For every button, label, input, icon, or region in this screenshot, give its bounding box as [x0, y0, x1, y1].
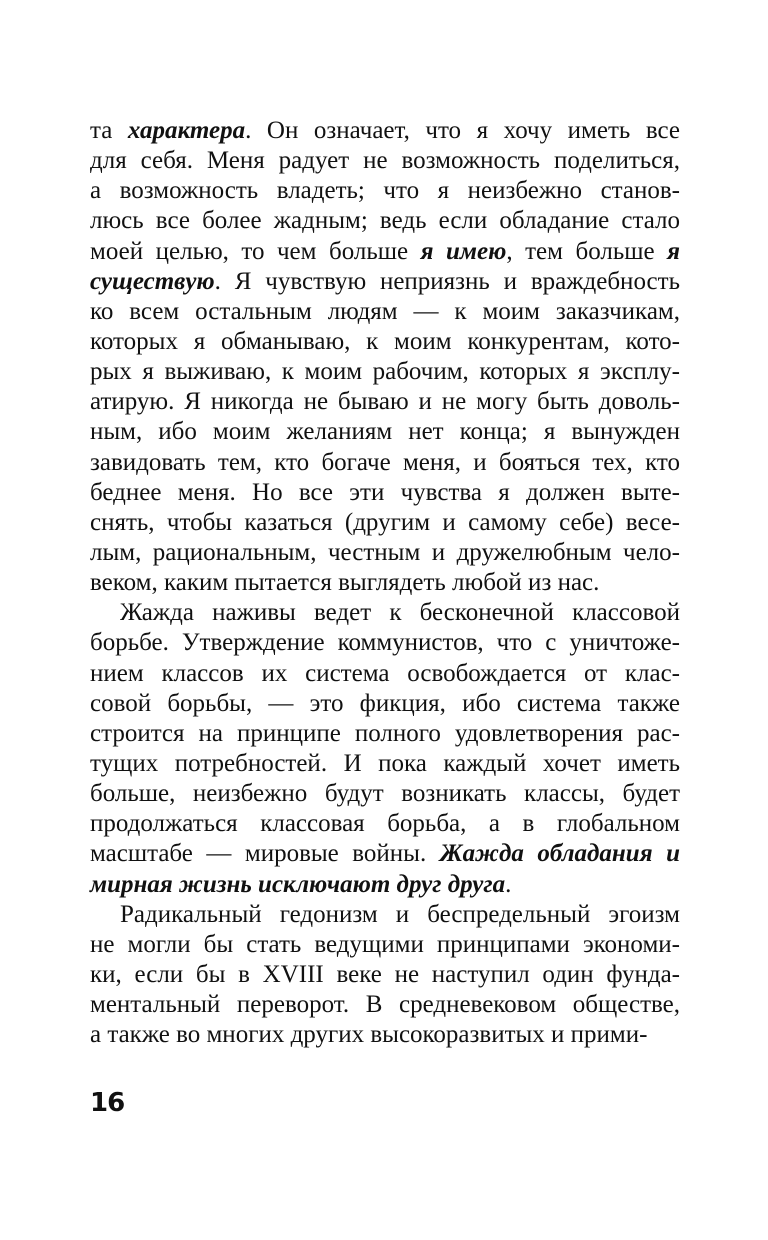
text-segment: масштабе — мировые войны. — [90, 840, 440, 868]
paragraph — [90, 900, 680, 1051]
text-line — [90, 267, 680, 297]
text-line — [90, 116, 680, 146]
text-line — [90, 779, 680, 809]
text-line — [90, 237, 680, 267]
italic-text: мирная жизнь исключают друг друга — [90, 870, 506, 898]
text-line — [90, 176, 680, 206]
text-line — [90, 508, 680, 538]
text-segment: тущих потребностей. И пока каждый хочет иметь — [90, 749, 680, 777]
text-line — [90, 417, 680, 447]
text-segment: не могли бы стать ведущими принципами экономи- — [90, 930, 680, 958]
text-line — [90, 448, 680, 478]
text-line — [90, 809, 680, 839]
italic-text: характера — [127, 117, 246, 144]
text-line — [90, 568, 680, 598]
text-segment: продолжаться классовая борьба, а в глобальном — [90, 810, 680, 838]
text-segment: больше, неизбежно будут возникать классы, будет — [90, 780, 680, 808]
text-segment: а также во многих других высокоразвитых и прими- — [90, 1021, 648, 1049]
text-segment: лым, рациональным, честным и дружелюбным чело- — [90, 538, 680, 566]
text-segment: люсь все более жадным; ведь если обладание стало — [90, 207, 680, 235]
paragraph — [90, 116, 680, 598]
text-segment: та — [90, 117, 128, 144]
text-segment: нием классов их система освобождается от клас- — [90, 659, 680, 687]
text-segment: . Я чувствую неприязнь и враждебность — [214, 267, 680, 295]
text-segment: ко всем остальным людям — к моим заказчикам, — [90, 297, 680, 325]
text-line — [90, 960, 680, 990]
text-line — [90, 1020, 680, 1050]
text-line — [90, 538, 680, 568]
italic-text: я — [667, 237, 680, 265]
italic-text: Жажда обладания и — [439, 840, 680, 868]
text-segment: беднее меня. Но все эти чувства я должен выте- — [90, 478, 680, 506]
italic-text: я имею — [420, 237, 507, 265]
text-segment: моей целью, то чем больше — [90, 237, 421, 265]
text-segment: борьбе. Утверждение коммунистов, что с уничтоже- — [90, 629, 680, 657]
text-line — [90, 659, 680, 689]
text-line — [90, 749, 680, 779]
text-line — [90, 478, 680, 508]
text-segment: а возможность владеть; что я неизбежно станов- — [90, 177, 680, 205]
text-line — [90, 990, 680, 1020]
page-number: 16 — [90, 1088, 125, 1118]
text-segment: . — [505, 870, 512, 898]
text-line — [90, 357, 680, 387]
italic-text: существую — [90, 267, 215, 295]
text-segment: рых я выживаю, к моим рабочим, которых я эксплу- — [90, 358, 680, 386]
text-line — [90, 900, 680, 930]
text-line — [90, 839, 680, 869]
text-segment: ки, если бы в XVIII веке не наступил один фунда- — [90, 960, 680, 988]
text-segment: ментальный переворот. В средневековом обществе, — [90, 991, 680, 1019]
text-segment: которых я обманываю, к моим конкурентам, кото- — [90, 327, 680, 355]
text-segment: Жажда наживы ведет к бесконечной классовой — [120, 599, 680, 627]
text-line — [90, 327, 680, 357]
text-segment: завидовать тем, кто богаче меня, и бояться тех, кто — [90, 448, 680, 476]
text-segment: совой борьбы, — это фикция, ибо система также — [90, 689, 680, 717]
text-line — [90, 870, 680, 900]
text-line — [90, 719, 680, 749]
text-line — [90, 689, 680, 719]
text-line — [90, 297, 680, 327]
text-segment: атирую. Я никогда не бываю и не могу быть доволь- — [90, 388, 680, 416]
text-segment: , тем больше — [506, 237, 668, 265]
body-text — [90, 116, 680, 1050]
text-line — [90, 387, 680, 417]
text-line — [90, 930, 680, 960]
text-line — [90, 598, 680, 628]
text-segment: снять, чтобы казаться (другим и самому себе) весе- — [90, 508, 680, 536]
text-segment: Радикальный гедонизм и беспредельный эгоизм — [120, 900, 680, 928]
text-line — [90, 206, 680, 236]
paragraph — [90, 598, 680, 899]
text-line — [90, 146, 680, 176]
text-segment: для себя. Меня радует не возможность поделиться, — [90, 147, 680, 175]
text-line — [90, 628, 680, 658]
text-segment: строится на принципе полного удовлетворения рас- — [90, 719, 680, 747]
text-segment: . Он означает, что я хочу иметь все — [245, 117, 681, 144]
text-segment: ным, ибо моим желаниям нет конца; я вынужден — [90, 418, 680, 446]
text-segment: веком, каким пытается выглядеть любой из нас. — [90, 569, 600, 597]
